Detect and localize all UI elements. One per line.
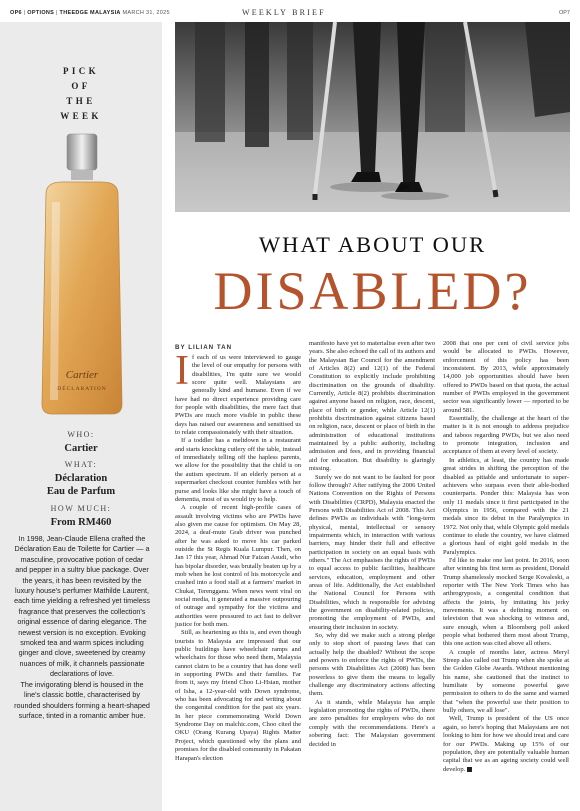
page-header <box>10 8 570 20</box>
pick-of-the-week-sidebar <box>0 22 162 811</box>
article-column-2: manifesto have yet to materialise even after two years. She also echoed the call of its authors and the Malaysian Bar Council for the amendment of Articles 8(2) and 12(1) of the Federal Constitution to explicitly include prohibiting discrimination on the grounds of disability. Currently, Article 8(2) prohibits discrimination against anyone based on religion, race, descent, place of birth or gender, while Article 12(1) prohibits discrimination against citizens based on religion, race, descent or place of birth in the administration of educational institutions maintained by a public authority, including admission and fees, and in providing financial aid for education. But disability is glaringly missing. Surely we do not want to be faulted for poor follow through? After ratifying the 2006 United Nations Convention on the Rights of Persons with Disabilities (CRPD), Malaysia enacted the Persons with Disabilities Act of 2008. This Act defines PWDs as individuals with "long-term physical, mental, intellectual or sensory impairments which, in interaction with various barriers, may hinder their full and effective participation in society on an equal basis with others." The Act emphasises the rights of PWDs to equal access to public facilities, healthcare services, education, employment and other areas of life. Additionally, the Act established the National Council for Persons with Disabilities, which is responsible for advising the government on disability-related policies, promoting the employment of PWDs, and ensuring their inclusion in society. So, why did we make such a strong pledge only to stop short of passing laws that can actually help the disabled? Without the scope and powers to enforce the rights of PWDs, the persons with Disabilities Act (2008) has been powerless to give them the means to legally challenge any discriminatory actions affecting them. As it stands, while Malaysia has ample legislation promoting the rights of PWDs, there are zero penalties for employers who do not comply with the recommendations. Here's a sobering fact: The Malaysian government decided in <box>309 340 435 748</box>
article-column-3: 2008 that one per cent of civil service jobs would be allocated to PWDs. However, enforcement of this policy has been inconsistent. By 2013, while approximately 14,000 job opportunities should have been offered to PWDs based on that quota, the actual number of PWDs employed in the government sector was significantly lower — reported to be around 581. Essentially, the challenge at the heart of the matter is it is not enough to address prejudice and taboos regarding PWDs, but we also need to promote integration, inclusion and acceptance of them at every level of society. In athletics, at least, the country has made great strides in shifting the perception of the disabled as pitiable and unfortunate to super-achievers who surpass even their able-bodied counterparts. Ponder this: Malaysia has won only 11 medals since it first participated in the Olympics in 1956, compared with the 21 medals since its debut in the Paralympics in 1972. Not only that, while Olympic gold medals continue to elude the country, we have claimed a glorious haul of eight gold medals in the Paralympics. I'd like to make one last point. In 2016, soon after winning his first term as president, Donald Trump shamelessly mocked Serge Kovaleski, a reporter with The New York Times who has arthrogryposis, a congenital condition that affects the joints, by imitating his jerky movements. It was a defining moment on television that was shocking to witness and, sure enough, when a Bloomberg poll asked people what bothered them most about Trump, this one action was cited above all others. A couple of months later, actress Meryl Streep also called out Trump when she spoke at the Golden Globe Awards. Without mentioning his name, she cautioned that the instinct to humiliate by someone powerful gave permission to others to do the same and warned that "when the powerful use their position to bully others, we all lose". Well, Trump is president of the US once again, so here's hoping that Malaysians are not looking to him for how we should treat and care for our PWDs. Making up 15% of our population, they are potentially valuable human capital that we as an ageing society could well develop. <box>443 340 569 773</box>
perfume-bottle-icon <box>34 132 130 418</box>
drop-cap: I <box>175 348 189 394</box>
svg-text:DÉCLARATION: DÉCLARATION <box>57 386 107 392</box>
what-label: WHAT: <box>64 460 98 469</box>
pick-description: In 1998, Jean-Claude Ellena crafted the Déclaration Eau de Toilette for Cartier — a masculine, provocative potion of cedar and pepper in a sultry blue package. Over the years, it has been revisited by the luxury house's perfumer Mathilde Laurent, each time yielding a refreshed yet timeless fragrance that preserves the collection's original essence of daring elegance. The newest version is no exception. Evoking smoked tea and warm spices including ginger and clove, sweetened by creamy nuances of milk, it channels passionate declarations of love. The invigorating blend is housed in the line's classic bottle, characterised by rounded shoulders forming a heart-shaped surface, tinted in a romantic amber hue. <box>14 534 150 720</box>
who-label: WHO: <box>67 430 95 439</box>
section-title: WEEKLY BRIEF <box>242 8 326 17</box>
headline-line-1: WHAT ABOUT OUR <box>258 232 487 257</box>
end-mark-icon <box>467 767 472 772</box>
what-value-1: Déclaration <box>54 473 108 484</box>
pick-title: PICK OF THE WEEK <box>60 66 102 121</box>
how-much-value: From RM460 <box>50 517 112 528</box>
what-value-2: Eau de Parfum <box>46 486 116 497</box>
byline: BY LILIAN TAN <box>175 344 233 351</box>
header-right-page: OP7 <box>558 10 570 16</box>
svg-text:Cartier: Cartier <box>65 369 99 381</box>
who-value: Cartier <box>64 443 98 454</box>
crutches-photo <box>175 22 570 212</box>
article-column-1: If each of us were interviewed to gauge the level of our empathy for persons with disabilities, I'm quite sure we would score quite well. Malaysians are generally kind and humane. Even if we have had no direct experience providing care for people with disabilities, the mere fact that PWDs are much more visible in public these days has raised our awareness and sensitised us to relate compassionately with their situation. If a toddler has a meltdown in a restaurant and starts knocking cutlery off the table, instead of immediately telling off the hapless parents, we allow for the possibility that the child is on the autism spectrum. If an elderly person at a supermarket checkout counter fumbles with her purse and looks like she might have a touch of dementia, most of us would try to help. A couple of recent high-profile cases of assault involving victims who are PWDs have also given me cause for optimism. On May 28, 2024, a deaf-mute Grab driver was punched after he was asked to move his car parked outside the St Regis Kuala Lumpur. Then, on Jan 17 this year, Ahmad Nur Faizan Asudi, who has bipolar disorder, was brutally beaten up by a mob when he lost control of his motorcycle and crashed into a food stall at a farmers' market in Chukai, Terengganu. When news went viral on social media, it generated a massive outpouring of outrage and sympathy for the victims and authorities were pressured to act fast to deliver justice for both men. Still, as heartening as this is, and even though tourists to Malaysia are impressed that our public buildings have wheelchair ramps and wheelchairs for those who need them, Malaysia cannot claim to be a country that has done well in supporting PWDs and their families. Far from it, says my friend Choo Li-Hsian, mother of Isha, a 12-year-old with Down syndrome, who has been advocating for and writing about the congenital condition for the past six years. In her piece commemorating World Down Syndrome Day on malchic.com, Choo cited the OKU (Orang Kurang Upaya) Rights Matter Project, which questioned why the plans and promises for the disabled community in Pakatan Harapan's election <box>175 348 301 762</box>
header-left: OP6 | OPTIONS | THEEDGE MALAYSIA MARCH 31, 2025 <box>10 10 170 16</box>
how-much-label: HOW MUCH: <box>50 504 112 513</box>
headline-line-2: DISABLED? <box>213 261 532 321</box>
